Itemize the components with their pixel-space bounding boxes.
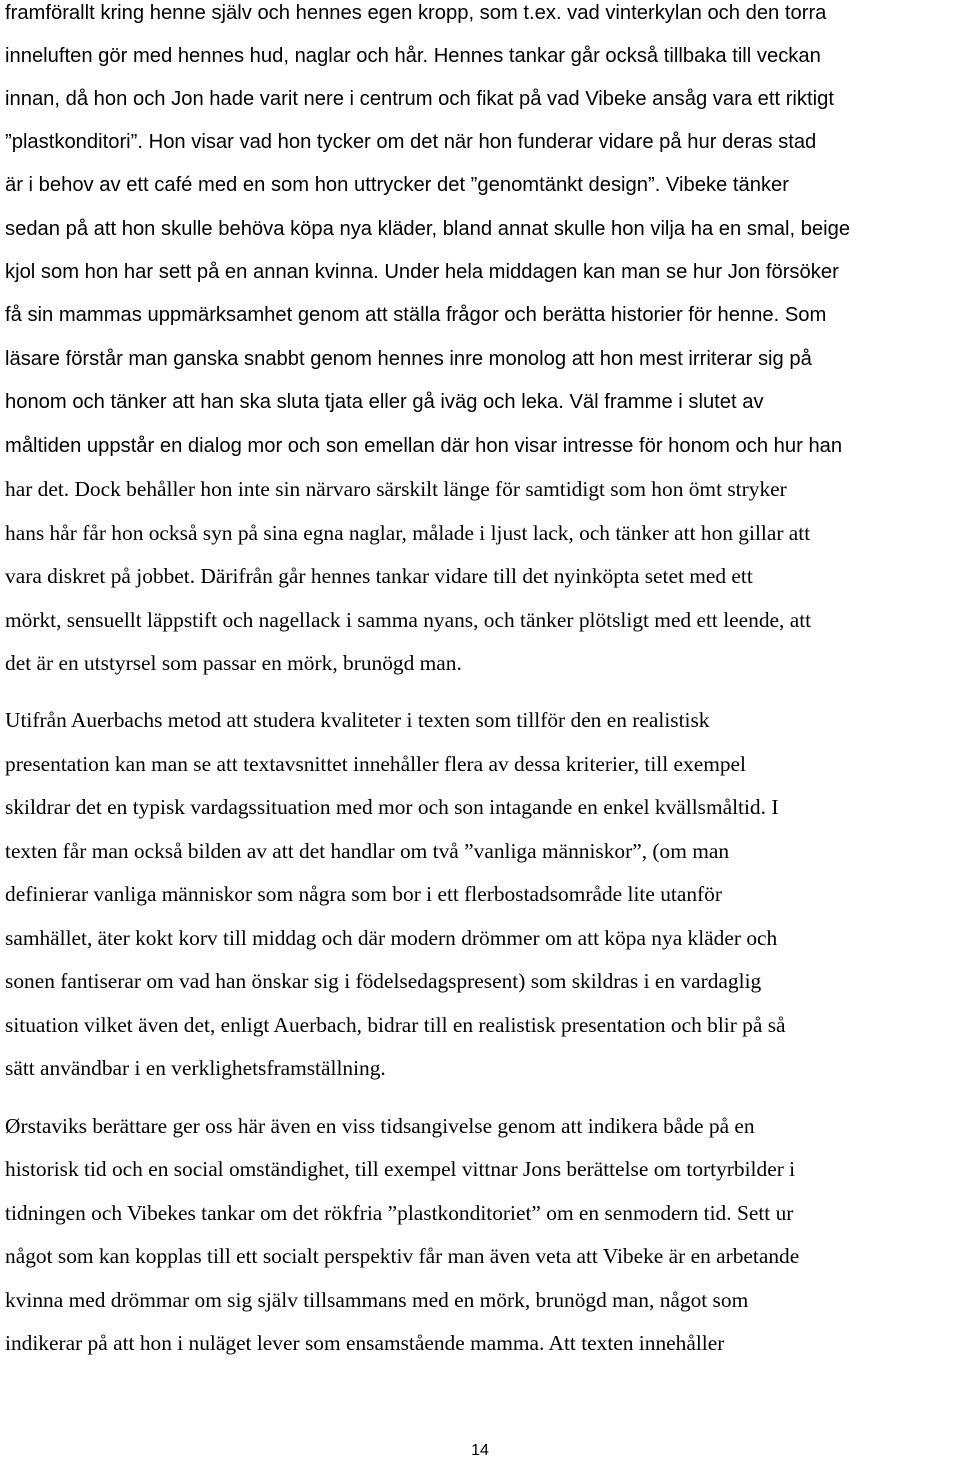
text-line: honom och tänker att han ska sluta tjata eller gå iväg och leka. Väl framme i slutet av xyxy=(5,391,764,413)
text-line: hans hår får hon också syn på sina egna naglar, målade i ljust lack, och tänker att hon gillar att xyxy=(5,521,811,545)
text-line: kvinna med drömmar om sig själv tillsammans med en mörk, brunögd man, något som xyxy=(5,1288,749,1312)
text-line: historisk tid och en social omständighet, till exempel vittnar Jons berättelse om tortyrbilder i xyxy=(5,1157,796,1181)
text-line: sonen fantiserar om vad han önskar sig i födelsedagspresent) som skildras i en vardaglig xyxy=(5,969,762,993)
text-line: är i behov av ett café med en som hon uttrycker det ”genomtänkt design”. Vibeke tänker xyxy=(5,174,790,196)
text-line: sätt användbar i en verklighetsframställning. xyxy=(5,1056,386,1080)
page-number: 14 xyxy=(471,1442,489,1459)
text-line: texten får man också bilden av att det handlar om två ”vanliga människor”, (om man xyxy=(5,839,730,863)
text-line: kjol som hon har sett på en annan kvinna. Under hela middagen kan man se hur Jon försöker xyxy=(5,261,839,283)
text-line: samhället, äter kokt korv till middag och där modern drömmer om att köpa nya kläder och xyxy=(5,926,778,950)
text-line: Ørstaviks berättare ger oss här även en viss tidsangivelse genom att indikera både på en xyxy=(5,1114,755,1138)
text-line: läsare förstår man ganska snabbt genom hennes inre monolog att hon mest irriterar sig på xyxy=(5,348,812,370)
text-line: sedan på att hon skulle behöva köpa nya kläder, bland annat skulle hon vilja ha en smal, beige xyxy=(5,218,851,240)
text-line: framförallt kring henne själv och hennes egen kropp, som t.ex. vad vinterkylan och den torra xyxy=(5,2,827,24)
text-line: skildrar det en typisk vardagssituation med mor och son intagande en enkel kvällsmåltid. I xyxy=(5,795,779,819)
text-line: något som kan kopplas till ett socialt perspektiv får man även veta att Vibeke är en arbetande xyxy=(5,1244,800,1268)
text-line: presentation kan man se att textavsnittet innehåller flera av dessa kriterier, till exempel xyxy=(5,752,746,776)
text-line: har det. Dock behåller hon inte sin närvaro särskilt länge för samtidigt som hon ömt stryker xyxy=(5,477,787,501)
text-line: tidningen och Vibekes tankar om det rökfria ”plastkonditoriet” om en senmodern tid. Sett ur xyxy=(5,1201,794,1225)
text-line: situation vilket även det, enligt Auerbach, bidrar till en realistisk presentation och blir på så xyxy=(5,1013,786,1037)
text-line: innan, då hon och Jon hade varit nere i centrum och fikat på vad Vibeke ansåg vara ett riktigt xyxy=(5,88,834,110)
text-line: indikerar på att hon i nuläget lever som ensamstående mamma. Att texten innehåller xyxy=(5,1331,725,1355)
text-line: inneluften gör med hennes hud, naglar och hår. Hennes tankar går också tillbaka till veckan xyxy=(5,45,821,67)
text-line: ”plastkonditori”. Hon visar vad hon tycker om det när hon funderar vidare på hur deras stad xyxy=(5,131,817,153)
text-line: få sin mammas uppmärksamhet genom att ställa frågor och berätta historier för henne. Som xyxy=(5,304,827,326)
text-line: det är en utstyrsel som passar en mörk, brunögd man. xyxy=(5,651,462,675)
text-line: definierar vanliga människor som några som bor i ett flerbostadsområde lite utanför xyxy=(5,882,722,906)
text-line: Utifrån Auerbachs metod att studera kvaliteter i texten som tillför den en realistisk xyxy=(5,708,710,732)
text-line: mörkt, sensuellt läppstift och nagellack i samma nyans, och tänker plötsligt med ett leende, att xyxy=(5,608,812,632)
text-line: vara diskret på jobbet. Därifrån går hennes tankar vidare till det nyinköpta setet med ett xyxy=(5,564,753,588)
text-line: måltiden uppstår en dialog mor och son emellan där hon visar intresse för honom och hur han xyxy=(5,435,843,457)
